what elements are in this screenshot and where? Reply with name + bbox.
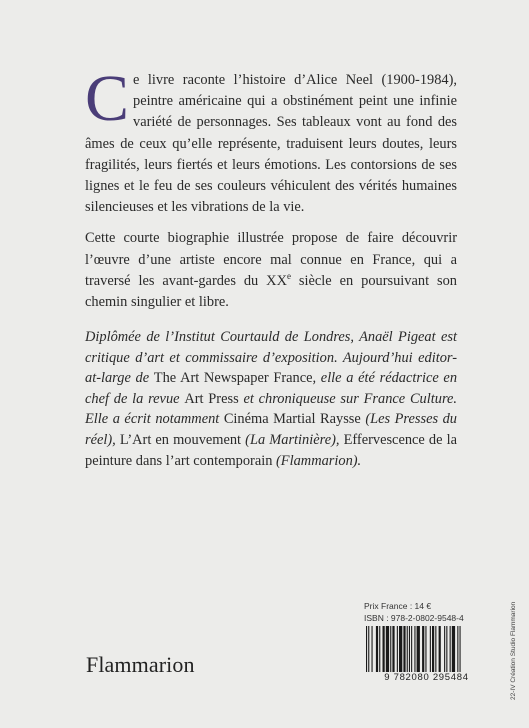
drop-cap: C xyxy=(85,62,130,135)
barcode-bar xyxy=(446,626,447,672)
barcode-bar xyxy=(383,626,385,672)
price-label: Prix France : 14 € xyxy=(364,601,432,611)
intro-paragraph-2-text-a: Cette courte biographie illustrée propose de faire découvrir l’œuvre d’une artiste encore mal connue en France, qui a traversé les avant-gardes du XX xyxy=(85,230,457,289)
intro-text xyxy=(85,62,457,313)
barcode-bar xyxy=(366,626,367,672)
barcode-bar xyxy=(444,626,445,672)
bio-title-review: Art Press xyxy=(184,390,239,407)
barcode-icon xyxy=(363,626,493,672)
barcode-bar xyxy=(439,626,441,672)
isbn-label: ISBN : 978-2-0802-9548-4 xyxy=(364,613,464,623)
intro-paragraph-2-text-b: siècle en poursuivant son chemin singulier et libre. xyxy=(85,272,457,311)
barcode-bar xyxy=(457,626,458,672)
bio-text: , elle a été rédactrice en chef de la revue xyxy=(85,370,458,407)
barcode-bar xyxy=(399,626,402,672)
barcode-bar xyxy=(417,626,420,672)
barcode-bar xyxy=(397,626,398,672)
bio-text: (La Martinière), xyxy=(241,431,344,448)
author-bio xyxy=(85,327,457,471)
barcode-bar xyxy=(422,626,424,672)
barcode-bar xyxy=(409,626,410,672)
intro-paragraph-1-text: e livre raconte l’histoire d’Alice Neel (1900-1984), peintre américaine qui a obstinément peint une infinie variété de personnages. Ses tableaux vont au fond des âmes de ceux qu’elle représente, traduisent leurs doutes, leurs fragilités, leurs fiertés et leurs émotions. Les contorsions de ses lignes et le feu de ses couleurs véhiculent des vérités humaines silencieuses et les vibrations de la vie. xyxy=(85,72,457,216)
bio-text: et chroniqueuse sur France Culture. Elle a écrit notamment xyxy=(85,390,457,428)
barcode-bar xyxy=(414,626,415,672)
intro-paragraph-2 xyxy=(85,228,457,313)
bio-title-newspaper: The Art Newspaper France xyxy=(153,370,313,387)
barcode-bar xyxy=(425,626,426,672)
barcode-bar xyxy=(460,626,461,672)
barcode-bar xyxy=(411,626,412,672)
design-credit: 22-IV Création Studio Flammarion xyxy=(510,601,517,700)
bio-title-book-3: Effervescence de la peinture dans l’art contemporain xyxy=(85,431,457,469)
bio-text: (Les Presses du réel), xyxy=(85,411,457,448)
barcode-bar xyxy=(376,626,378,672)
price-isbn-block xyxy=(364,600,464,624)
publisher-logo: Flammarion xyxy=(86,652,195,677)
bio-title-book-2: L’Art en mouvement xyxy=(119,431,242,448)
barcode-bar xyxy=(392,626,394,672)
barcode-bar xyxy=(407,626,408,672)
barcode-bar xyxy=(435,626,436,672)
barcode-bar xyxy=(432,626,434,672)
bio-text: (Flammarion). xyxy=(272,452,362,469)
barcode xyxy=(363,626,493,672)
barcode-bar xyxy=(390,626,391,672)
barcode-bar xyxy=(430,626,431,672)
barcode-bar xyxy=(403,626,405,672)
century-superscript: e xyxy=(286,271,291,282)
bio-text: Diplômée de l’Institut Courtauld de Londres, Anaël Pigeat est critique d’art et commissaire d’exposition. Aujourd’hui editor-at-large de xyxy=(85,329,457,387)
barcode-bar xyxy=(386,626,389,672)
barcode-bar xyxy=(379,626,380,672)
bio-title-book-1: Cinéma Martial Raysse xyxy=(223,411,361,428)
barcode-bar xyxy=(372,626,373,672)
author-bio-paragraph xyxy=(85,327,457,471)
intro-paragraph-1 xyxy=(85,62,457,218)
barcode-bar xyxy=(452,626,455,672)
barcode-number: 9 782080 295484 xyxy=(384,672,469,683)
barcode-bar xyxy=(450,626,451,672)
barcode-bar xyxy=(368,626,369,672)
